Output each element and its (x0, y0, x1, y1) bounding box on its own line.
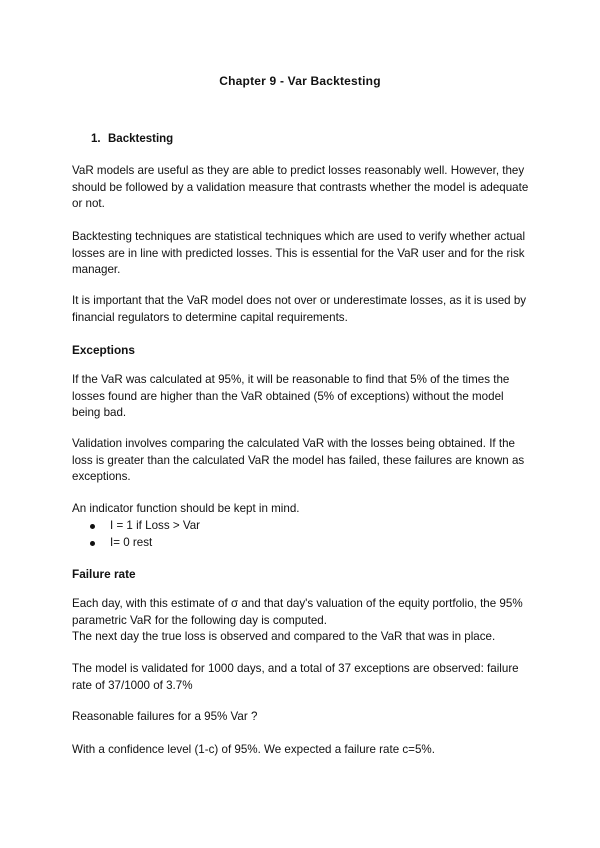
document-title: Chapter 9 - Var Backtesting (219, 74, 381, 88)
paragraph-important: It is important that the VaR model does not over or underestimate losses, as it is used by financial regulators to determine capital requirements. (72, 294, 527, 324)
failure-rate-heading: Failure rate (72, 567, 136, 581)
bullet-text: I = 1 if Loss > Var (110, 519, 201, 532)
bullet-icon (90, 524, 95, 529)
failure-rate-paragraph-2: The model is validated for 1000 days, and a total of 37 exceptions are observed: failure rate of 37/1000 of 3.7% (72, 662, 519, 692)
section-heading (91, 133, 173, 145)
indicator-bullet-list (88, 518, 200, 551)
failure-rate-paragraph-1b: The next day the true loss is observed and compared to the VaR that was in place. (72, 630, 496, 643)
exceptions-paragraph-3: An indicator function should be kept in mind. (72, 502, 300, 515)
paragraph-intro: VaR models are useful as they are able to predict losses reasonably well. However, they should be followed by a validation measure that contrasts whether the model is adequate or not. (72, 164, 529, 211)
failure-rate-paragraph-4: With a confidence level (1-c) of 95%. We expected a failure rate c=5%. (72, 743, 435, 756)
paragraph-techniques: Backtesting techniques are statistical techniques which are used to verify whether actual losses are in line with predicted losses. This is essential for the VaR user and for the risk manager. (72, 230, 526, 277)
exceptions-paragraph-2: Validation involves comparing the calculated VaR with the losses being obtained. If the loss is greater than the calculated VaR the model has failed, these failures are known as exceptions. (72, 437, 525, 484)
list-item (88, 535, 200, 552)
failure-rate-paragraph-1: Each day, with this estimate of σ and that day's valuation of the equity portfolio, the 95% parametric VaR for the following day is computed. (72, 597, 523, 627)
section-title: Backtesting (108, 133, 174, 145)
exceptions-paragraph-1: If the VaR was calculated at 95%, it will be reasonable to find that 5% of the times the losses found are higher than the VaR obtained (5% of exceptions) without the model being bad. (72, 373, 510, 420)
exceptions-heading: Exceptions (72, 343, 135, 357)
failure-rate-question: Reasonable failures for a 95% Var ? (72, 710, 258, 723)
bullet-text: I= 0 rest (110, 535, 153, 549)
list-item (88, 518, 200, 535)
bullet-icon (90, 541, 95, 546)
section-number: 1. (91, 133, 101, 145)
